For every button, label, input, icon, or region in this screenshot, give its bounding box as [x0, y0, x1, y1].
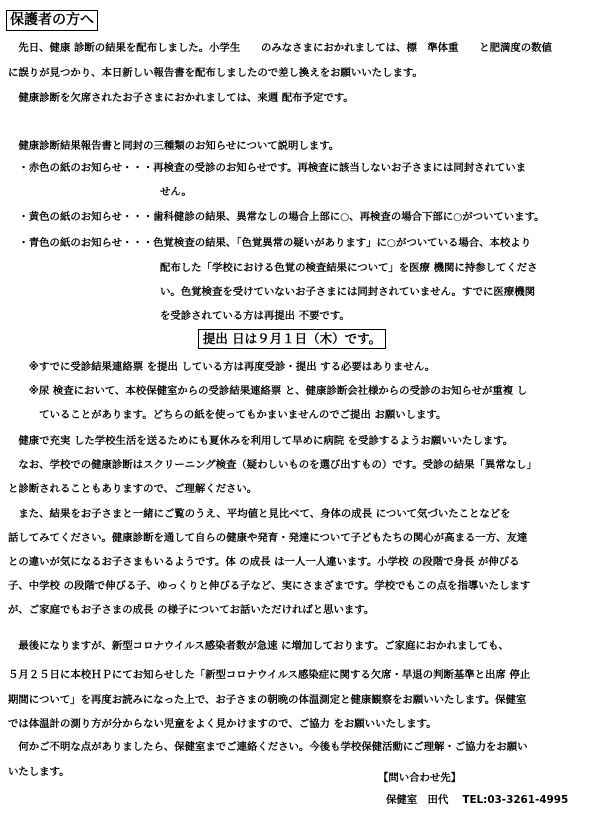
notice-blue-continuation: を受診されている方は再提出 不要です。: [160, 310, 350, 322]
body-line: 先日、健康 診断の結果を配布しました。小学生 のみなさまにおかれましては、標 準体重 と肥満度の数値: [8, 42, 552, 54]
body-line: 何かご不明な点がありましたら、保健室までご連絡ください。今後も学校保健活動にご理解・ご協力をお願い: [8, 741, 528, 753]
body-line: と診断されることもありますので、ご理解ください。: [8, 483, 258, 495]
body-line: が、ご家庭でもお子さまの成長 の様子についてお話いただければと思います。: [8, 604, 375, 616]
notice-red-line: ・赤色の紙のお知らせ・・・再検査の受診のお知らせです。再検査に該当しないお子さまには同封されていま: [8, 162, 527, 174]
deadline-box: 提出 日は９月１日（木）です。: [198, 329, 386, 349]
body-line: 最後になりますが、新型コロナウイルス感染者数が急速 に増加しております。ご家庭におかれましても、: [8, 640, 509, 652]
notice-yellow-line: ・黄色の紙のお知らせ・・・歯科健診の結果、異常なしの場合上部に○、再検査の場合下部に○がついています。: [8, 211, 545, 223]
body-line: 子、中学校 の段階で伸びる子、ゆっくりと伸びる子など、実にさまざまです。学校でもこの点を指導いたします: [8, 580, 531, 592]
body-line: また、結果をお子さまと一緒にご覧のうえ、平均値と見比べて、身体の成長 について気づいたことなどを: [8, 508, 511, 520]
body-line: との違いが気になるお子さまもいるようです。体 の成長 は一人一人違います。小学校 の段階で身長 が伸びる: [8, 556, 520, 568]
body-line: 健康診断結果報告書と同封の三種類のお知らせについて説明します。: [8, 140, 340, 152]
document-title: 保護者の方へ: [6, 10, 98, 31]
notice-blue-line: ・青色の紙のお知らせ・・・色覚検査の結果、「色覚異常の疑いがあります」に○がついている場合、本校より: [8, 237, 532, 249]
body-line: 健康診断を欠席されたお子さまにおかれましては、来週 配布予定です。: [8, 92, 354, 104]
body-line: に誤りが見つかり、本日新しい報告書を配布しましたので差し換えをお願いいたします。: [8, 67, 423, 79]
note-line: ※すでに受診結果連絡票 を提出 している方は再度受診・提出 する必要はありません。: [8, 361, 436, 373]
note-line: ※尿 検査において、本校保健室からの受診結果連絡票 と、健康診断会社様からの受診のお知らせが重複 し: [8, 385, 528, 397]
body-line: ５月２５日に本校ＨＰにてお知らせした「新型コロナウイルス感染症に関する欠席・早退の判断基準と出席 停止: [8, 669, 531, 681]
body-line: いたします。: [8, 766, 70, 778]
body-line: では体温計の測り方が分からない児童をよく見かけますので、ご協力 をお願いいたします。: [8, 718, 437, 730]
note-line: ていることがあります。どちらの紙を使ってもかまいませんのでご提出 お願いします。: [8, 409, 447, 421]
contact-title: 【問い合わせ先】: [378, 772, 462, 784]
notice-red-continuation: せん。: [160, 186, 192, 198]
body-line: なお、学校での健康診断はスクリーニング検査（疑わしいものを選び出すもの）です。受診の結果「異常なし」: [8, 459, 537, 471]
notice-blue-continuation: 配布した「学校における色覚の検査結果について」を医療 機関に持参してくださ: [160, 262, 538, 274]
notice-blue-continuation: い。色覚検査を受けていないお子さまには同封されていません。すでに医療機関: [160, 286, 535, 298]
contact-info: 保健室 田代 TEL:03-3261-4995: [386, 794, 569, 806]
body-line: 話してみてください。健康診断を通して自らの健康や発育・発達について子どもたちの関心が高まる一方、友達: [8, 532, 528, 544]
body-line: 健康で充実 した学校生活を送るためにも夏休みを利用して早めに病院 を受診するようお願いいたします。: [8, 435, 514, 447]
body-line: 期間について」を再度お読みになった上で、お子さまの朝晩の体温測定と健康観察をお願いいたします。保健室: [8, 694, 527, 706]
